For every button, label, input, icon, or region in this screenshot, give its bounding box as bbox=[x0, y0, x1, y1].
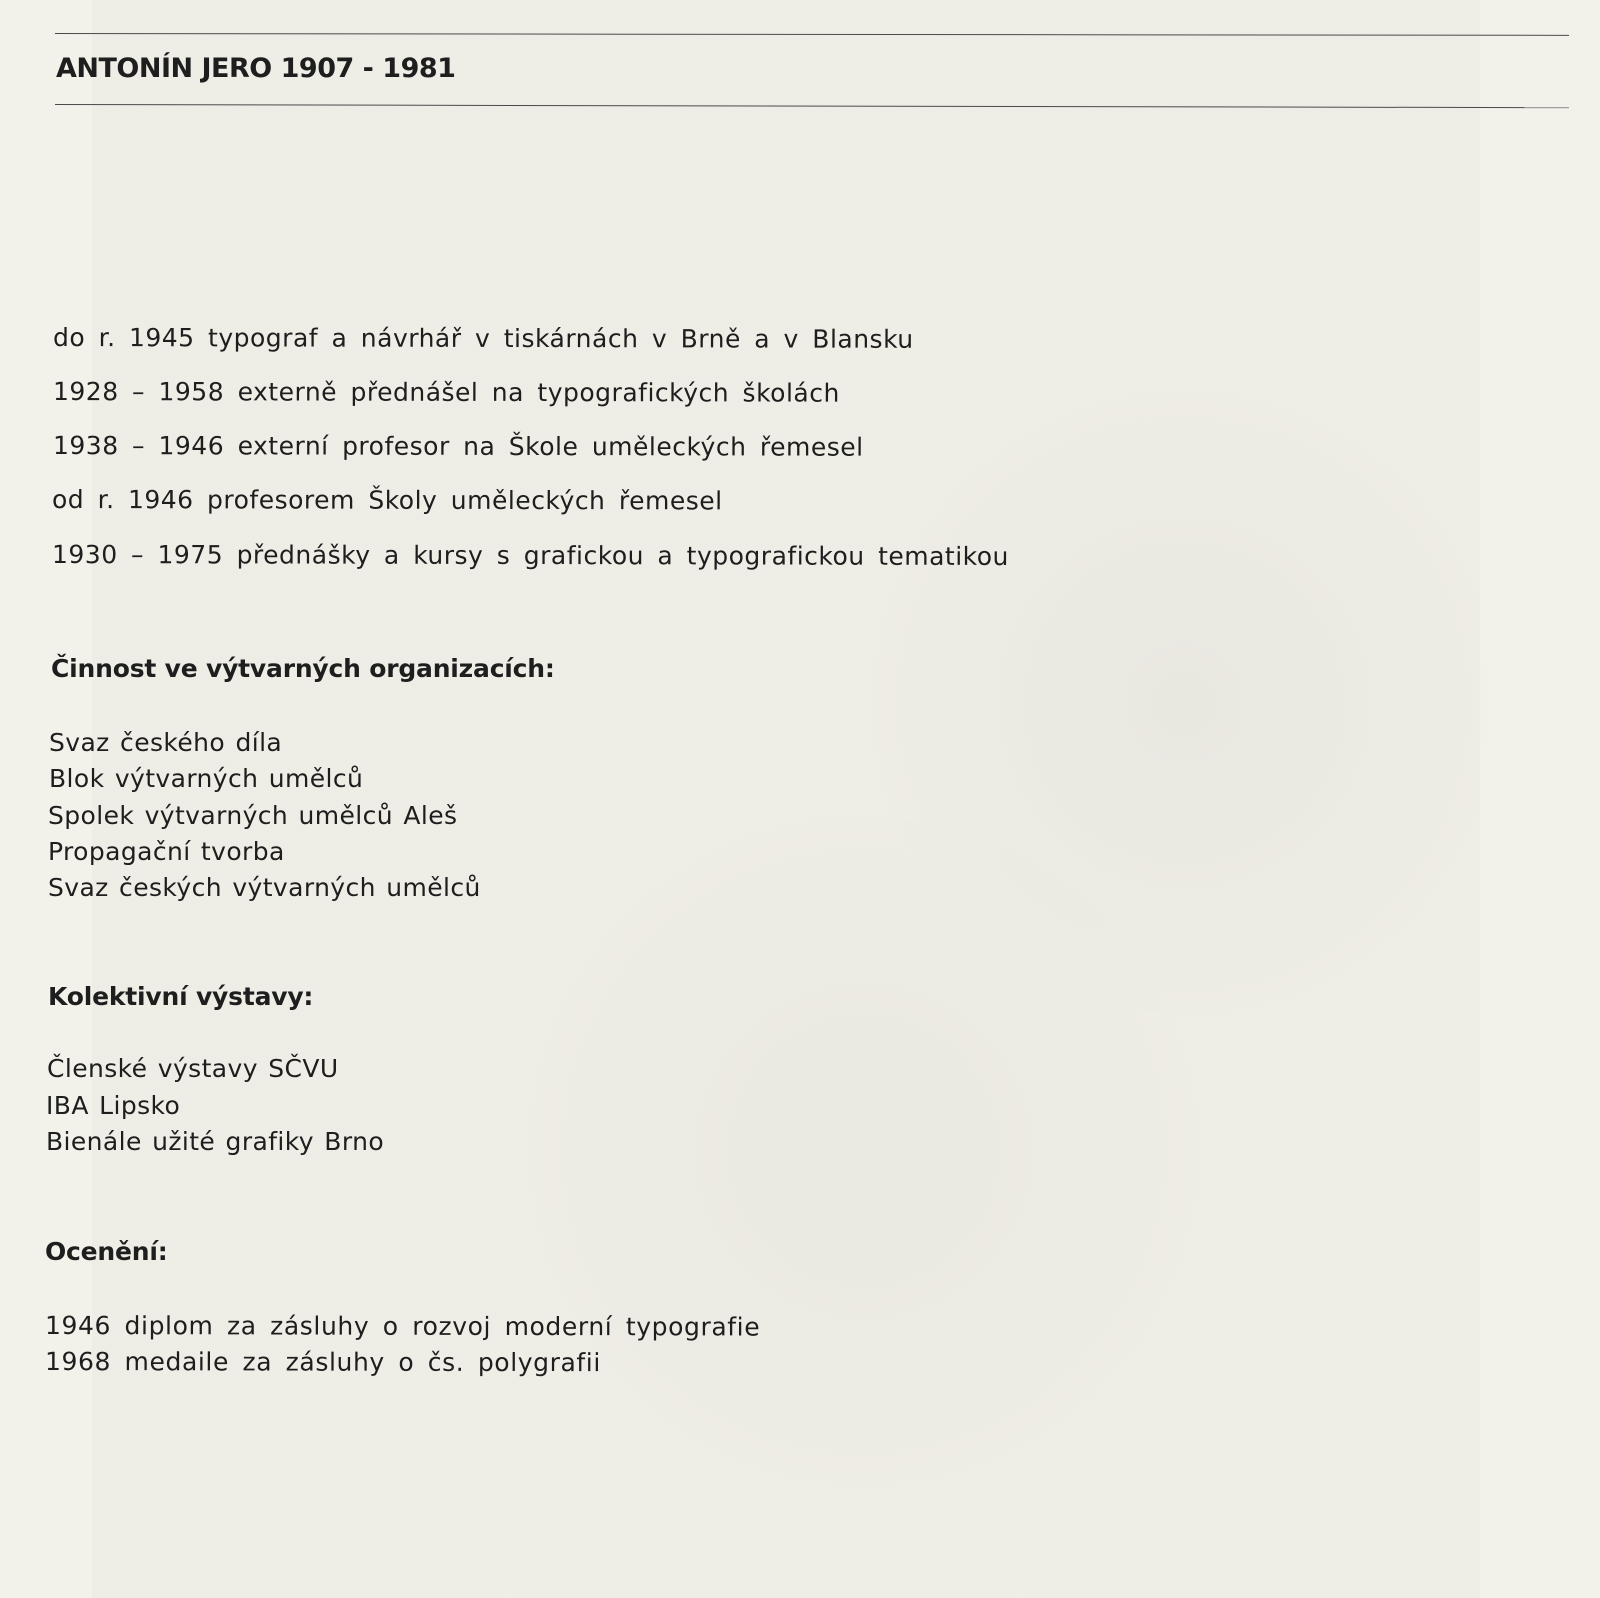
award-item: 1946 diplom za zásluhy o rozvoj moderní typografie bbox=[44, 1311, 761, 1342]
organizations-heading: Činnost ve výtvarných organizacích: bbox=[51, 654, 555, 683]
collective-exhibitions-heading: Kolektivní výstavy: bbox=[48, 982, 314, 1011]
organization-item: Propagační tvorba bbox=[48, 837, 285, 866]
organization-item: Blok výtvarných umělců bbox=[49, 764, 364, 793]
organization-item: Svaz českého díla bbox=[49, 728, 283, 757]
exhibition-item: IBA Lipsko bbox=[46, 1091, 181, 1120]
page-title: ANTONÍN JERO 1907 - 1981 bbox=[56, 53, 456, 84]
exhibition-item: Bienále užité grafiky Brno bbox=[46, 1127, 385, 1156]
career-line-1945: do r. 1945 typograf a návrhář v tiskárnách v Brně a v Blansku bbox=[52, 323, 914, 354]
career-line-1930-1975: 1930 – 1975 přednášky a kursy s grafickou a typografickou tematikou bbox=[51, 540, 1009, 572]
organization-item: Spolek výtvarných umělců Aleš bbox=[48, 801, 458, 830]
career-line-1938-1946: 1938 – 1946 externí profesor na Škole uměleckých řemesel bbox=[52, 431, 864, 462]
award-item: 1968 medaile za zásluhy o čs. polygrafii bbox=[44, 1347, 601, 1378]
organization-item: Svaz českých výtvarných umělců bbox=[48, 873, 481, 902]
awards-heading: Ocenění: bbox=[45, 1237, 168, 1266]
career-line-from-1946: od r. 1946 profesorem Školy uměleckých řemesel bbox=[51, 485, 723, 516]
exhibition-item: Členské výstavy SČVU bbox=[47, 1054, 339, 1083]
title-bottom-rule bbox=[55, 104, 1569, 108]
career-line-1928-1958: 1928 – 1958 externě přednášel na typografických školách bbox=[52, 377, 840, 408]
top-rule bbox=[55, 33, 1569, 36]
